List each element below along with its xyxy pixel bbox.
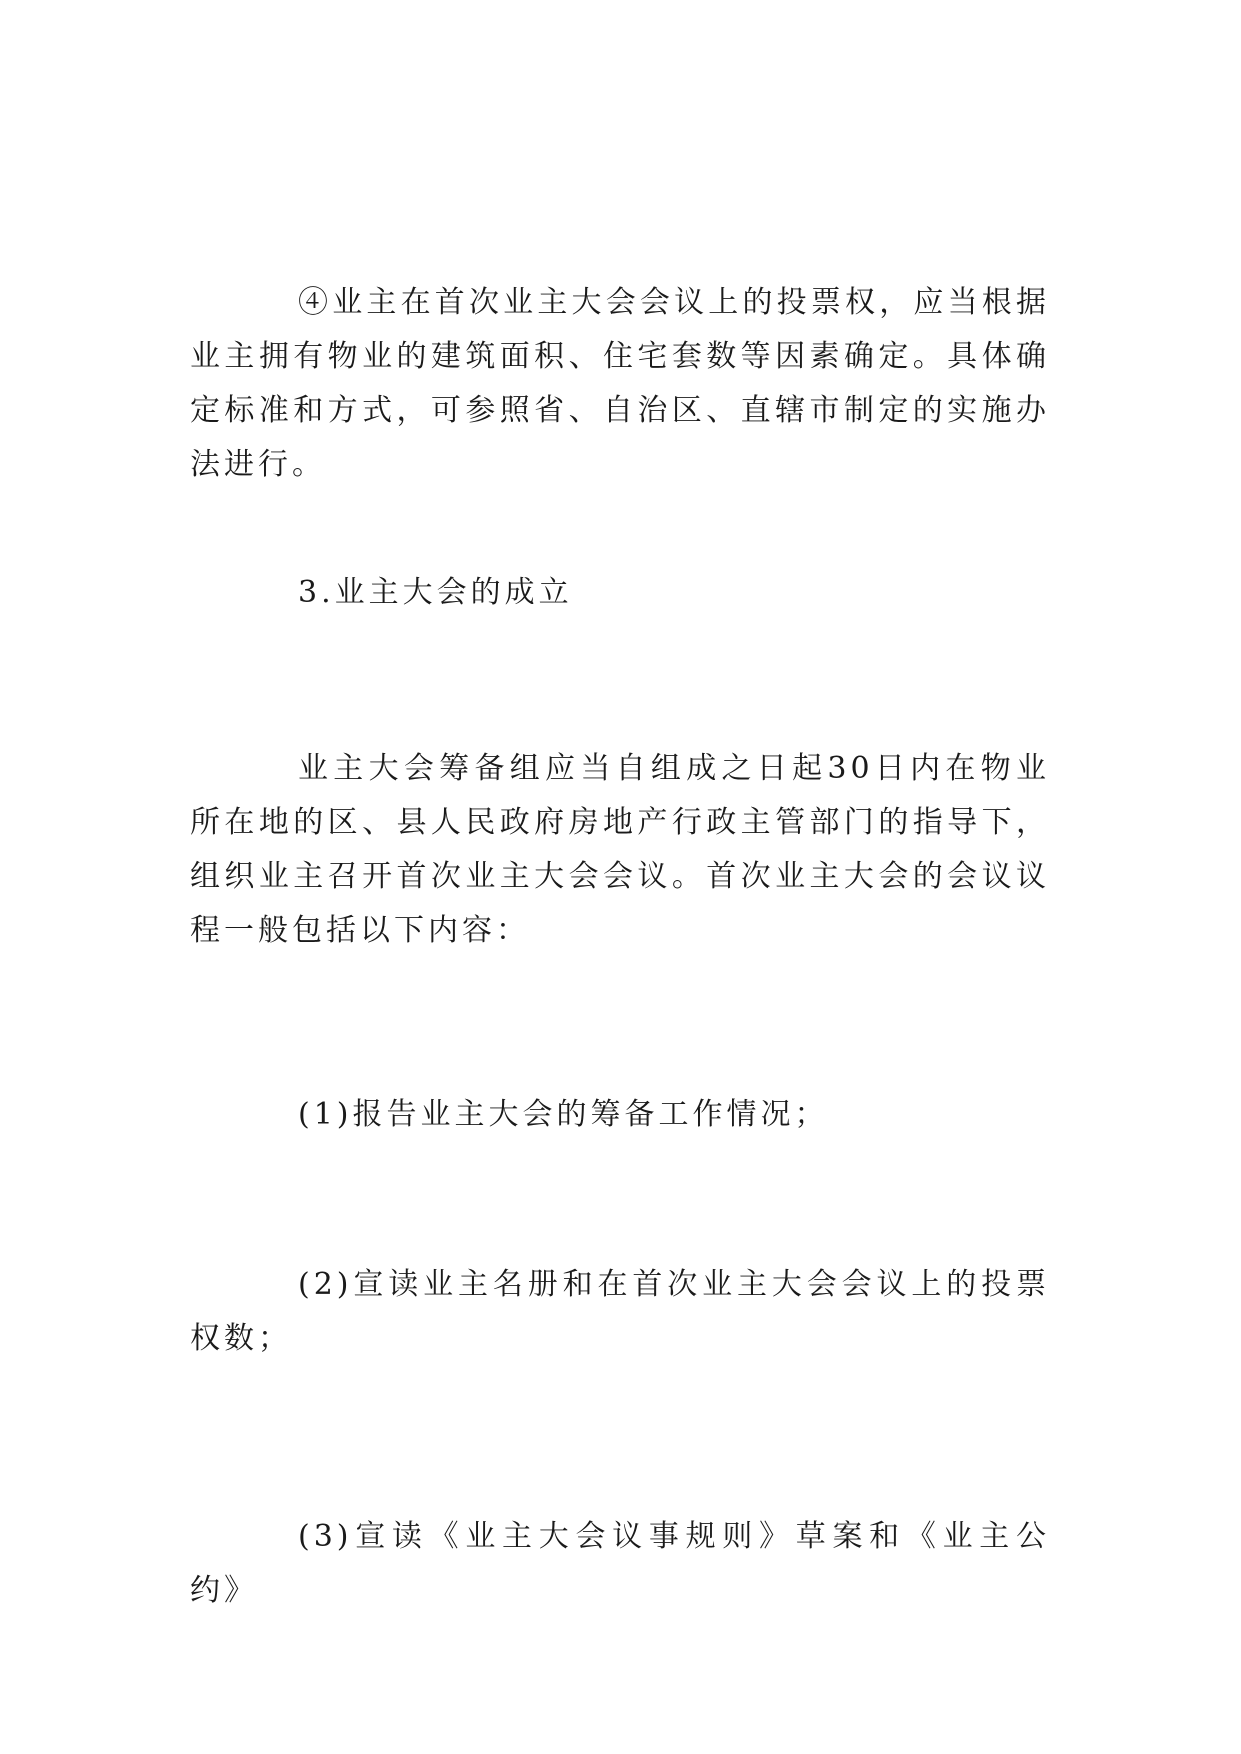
- agenda-item-3: (3)宣读《业主大会议事规则》草案和《业主公约》: [190, 1519, 1050, 1608]
- section-heading-establishment: 3.业主大会的成立: [298, 575, 573, 610]
- agenda-item-1: (1)报告业主大会的筹备工作情况；: [298, 1097, 829, 1132]
- voting-rights-paragraph: ④业主在首次业主大会会议上的投票权，应当根据业主拥有物业的建筑面积、住宅套数等因素确定。具体确定标准和方式，可参照省、自治区、直辖市制定的实施办法进行。: [190, 285, 1050, 482]
- preparatory-group-paragraph: 业主大会筹备组应当自组成之日起30日内在物业所在地的区、县人民政府房地产行政主管部门的指导下，组织业主召开首次业主大会会议。首次业主大会的会议议程一般包括以下内容：: [190, 751, 1050, 948]
- agenda-item-2: (2)宣读业主名册和在首次业主大会会议上的投票权数；: [190, 1267, 1050, 1356]
